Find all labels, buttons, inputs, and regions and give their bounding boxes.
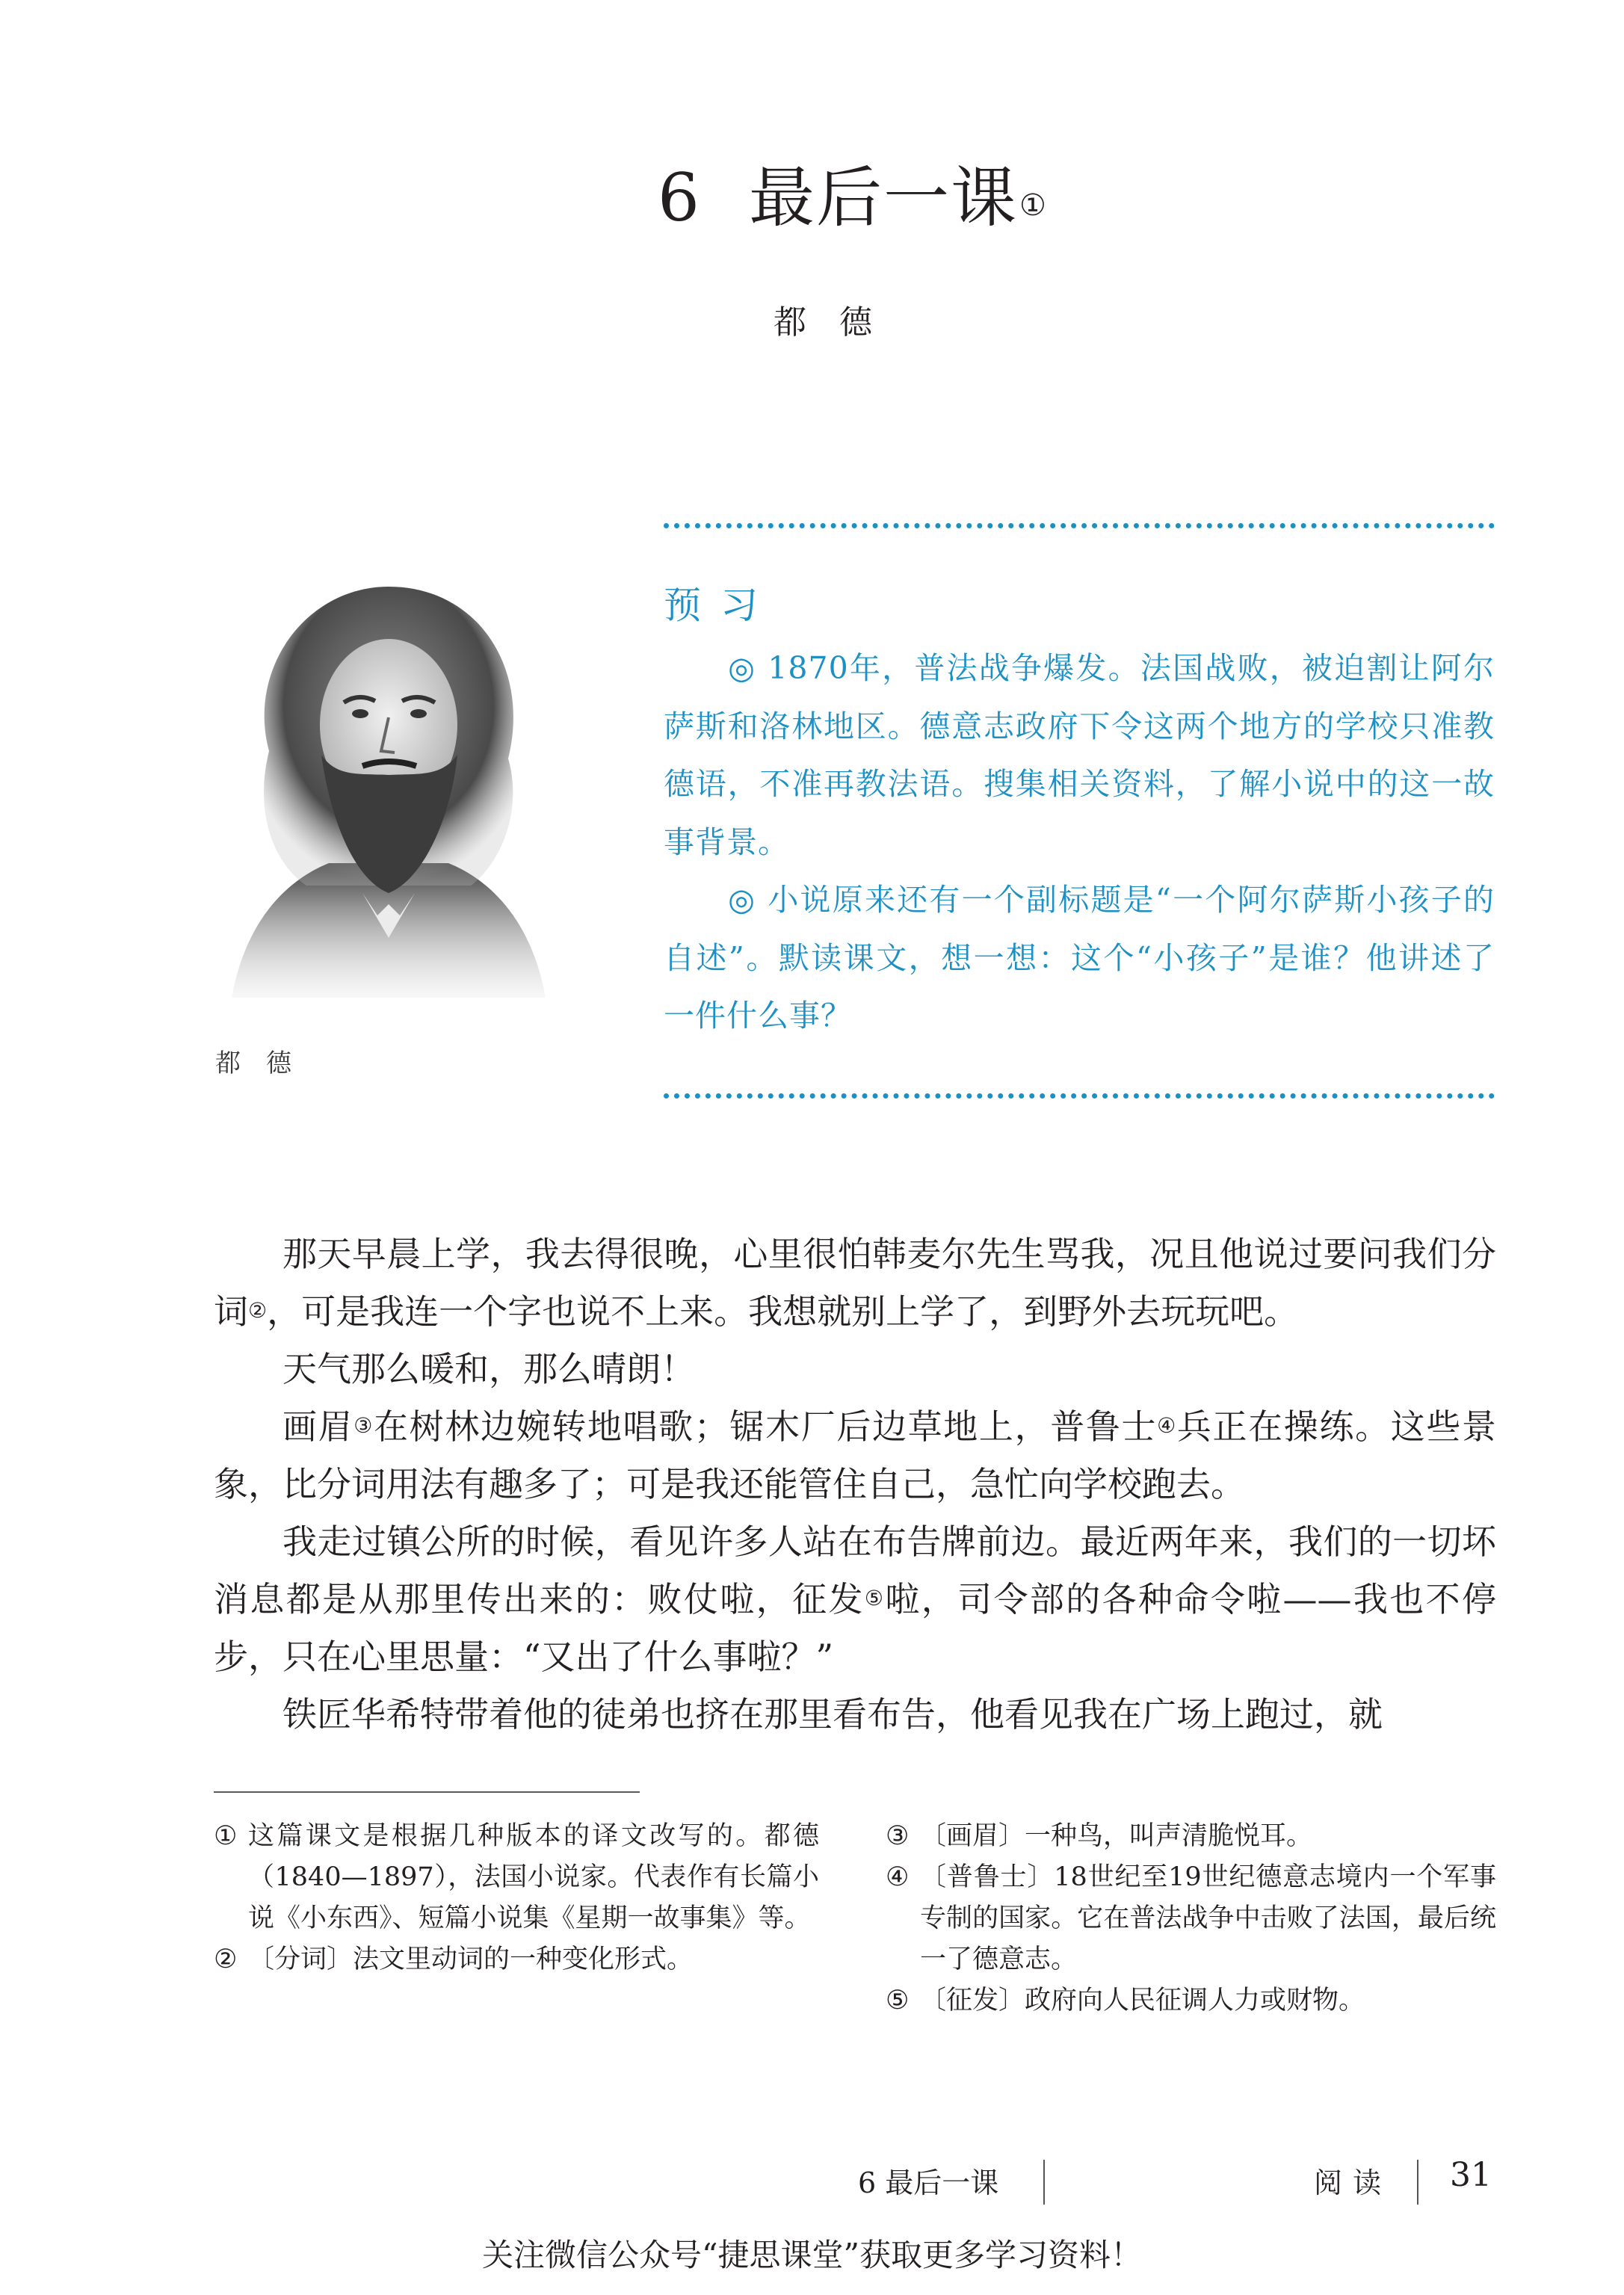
footnote-ref: ⑤	[864, 1586, 886, 1610]
running-footer-section: 阅读	[1314, 2166, 1392, 2199]
lesson-title-text: 最后一课	[749, 159, 1019, 236]
running-footer-chapter: 6 最后一课	[858, 2166, 999, 2199]
footnote-ref: ④	[1157, 1413, 1177, 1438]
author-portrait	[202, 564, 575, 998]
preview-body	[664, 640, 1495, 1045]
body-paragraph: 我走过镇公所的时候，看见许多人站在布告牌前边。最近两年来，我们的一切坏消息都是从那里传出来的：败仗啦，征发⑤啦，司令部的各种命令啦——我也不停步，只在心里思量：“又出了什么事啦？”	[214, 1522, 1496, 1677]
footnote	[886, 1816, 1496, 1857]
preview-heading: 预习	[664, 584, 777, 627]
lesson-title	[658, 161, 1048, 235]
footnote	[214, 1939, 819, 1980]
footnote-text: 〔画眉〕一种鸟，叫声清脆悦耳。	[920, 1821, 1313, 1851]
title-footnote-mark: ①	[1019, 188, 1048, 223]
footer-divider	[1043, 2160, 1045, 2205]
footnote-ref: ③	[353, 1413, 374, 1438]
portrait-caption: 都德	[215, 1048, 317, 1078]
footnote	[214, 1816, 819, 1939]
lesson-author: 都德	[774, 303, 905, 342]
body-paragraph: 铁匠华希特带着他的徒弟也挤在那里看布告，他看见我在广场上跑过，就	[282, 1694, 1383, 1735]
promo-text: 关注微信公众号“捷思课堂”获取更多学习资料！	[482, 2237, 1142, 2273]
footnote	[886, 1857, 1496, 1980]
body-paragraph: 那天早晨上学，我去得很晚，心里很怕韩麦尔先生骂我，况且他说过要问我们分词②，可是我连一个字也说不上来。我想就别上学了，到野外去玩玩吧。	[214, 1234, 1496, 1332]
footnote-mark: ②	[214, 1945, 238, 1974]
lesson-body-text	[214, 1226, 1496, 1743]
footnote-text: 这篇课文是根据几种版本的译文改写的。都德（1840—1897），法国小说家。代表作有长篇小说《小东西》、短篇小说集《星期一故事集》等。	[248, 1821, 819, 1933]
footnote-ref: ②	[248, 1298, 268, 1323]
body-paragraph: 画眉③在树林边婉转地唱歌；锯木厂后边草地上，普鲁士④兵正在操练。这些景象，比分词用法有趣多了；可是我还能管住自己，急忙向学校跑去。	[214, 1406, 1496, 1504]
footnote-mark: ①	[214, 1821, 238, 1851]
footnote-text: 〔征发〕政府向人民征调人力或财物。	[920, 1986, 1365, 2016]
body-paragraph: 天气那么暖和，那么晴朗！	[282, 1349, 695, 1389]
preview-paragraph: ◎ 1870年，普法战争爆发。法国战败，被迫割让阿尔萨斯和洛林地区。德意志政府下令这两个地方的学校只准教德语，不准再教法语。搜集相关资料，了解小说中的这一故事背景。	[664, 650, 1495, 860]
footnote-mark: ③	[886, 1821, 910, 1851]
footnote	[886, 1980, 1496, 2021]
preview-top-divider	[664, 523, 1495, 528]
lesson-number: 6	[658, 159, 701, 236]
footnote-mark: ④	[886, 1862, 910, 1892]
footer-divider	[1417, 2160, 1418, 2205]
footnotes-right-column	[886, 1816, 1496, 2021]
footnote-mark: ⑤	[886, 1986, 910, 2016]
preview-bottom-divider	[664, 1093, 1495, 1099]
footnote-text: 〔分词〕法文里动词的一种变化形式。	[248, 1945, 694, 1974]
page-number: 31	[1450, 2156, 1492, 2194]
footnote-text: 〔普鲁士〕18世纪至19世纪德意志境内一个军事专制的国家。它在普法战争中击败了法国，最后统一了德意志。	[920, 1862, 1496, 1974]
preview-paragraph: ◎ 小说原来还有一个副标题是“一个阿尔萨斯小孩子的自述”。默读课文，想一想：这个“小孩子”是谁？他讲述了一件什么事？	[664, 882, 1495, 1034]
footnotes-left-column	[214, 1816, 819, 1980]
footnote-rule	[214, 1791, 640, 1793]
